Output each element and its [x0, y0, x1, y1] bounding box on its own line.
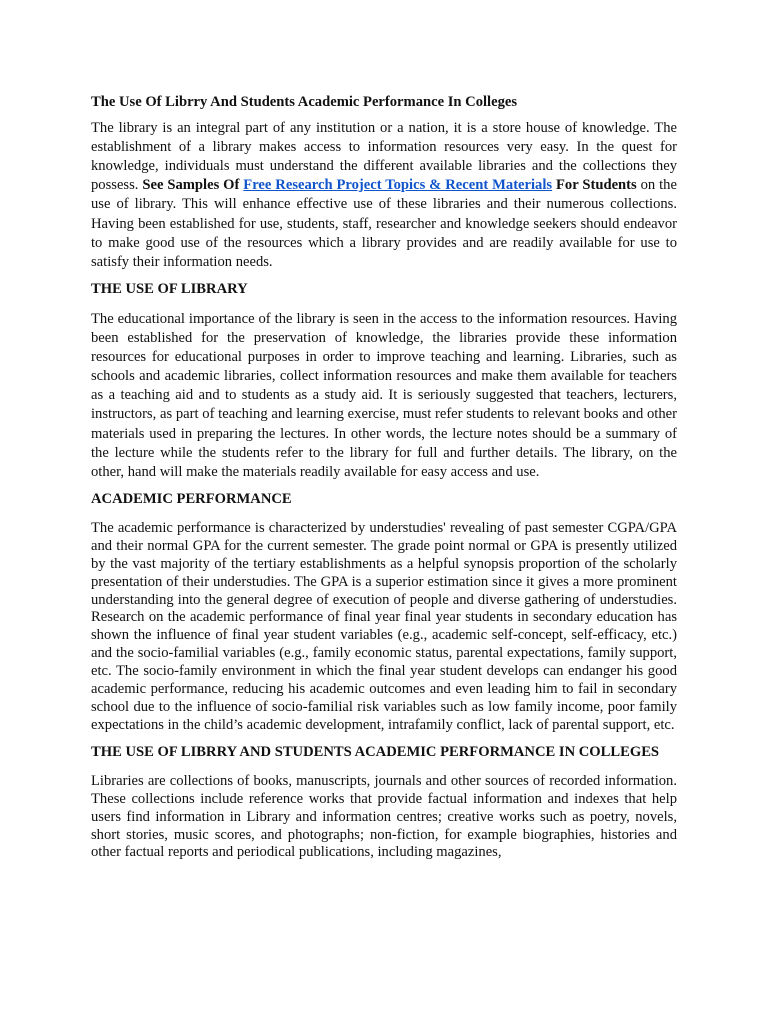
intro-text-before: The library is an integral part of any institution or a nation, it is a store house of knowledge. The establishment of a library makes access to information resources very easy. In the quest for knowledge, individuals must understand the different available libraries and the collections they possess. — [91, 120, 677, 194]
section-heading-academic-performance: ACADEMIC PERFORMANCE — [91, 490, 292, 507]
section-body-library-and-performance: Libraries are collections of books, manuscripts, journals and other sources of recorded information. These collections include reference works that provide factual information and indexes that help users find information in Library and information centres; creative works such as poetry, novels, short stories, music scores, and photographs; non-fiction, for example biographies, histories and other factual reports and periodical publications, including magazines, — [91, 772, 677, 861]
intro-bold-prefix: See Samples Of — [142, 177, 240, 194]
intro-paragraph — [91, 119, 677, 272]
document-title: The Use Of Librry And Students Academic Performance In Colleges — [91, 94, 518, 110]
research-topics-link[interactable]: Free Research Project Topics & Recent Materials — [243, 177, 553, 194]
intro-text-after: on the use of library. This will enhance effective use of these libraries and their numerous collections. Having been established for use, students, staff, researcher and knowledge seekers should endeavor to make good use of the resources which a library provides and are readily available for use to satisfy their information needs. — [91, 177, 677, 270]
section-heading-use-of-library: THE USE OF LIBRARY — [91, 280, 248, 297]
section-body-academic-performance: The academic performance is characterized by understudies' revealing of past semester CGPA/GPA and their normal GPA for the current semester. The grade point normal or GPA is presently utilized by the vast majority of the tertiary establishments as a helpful synopsis proportion of the scholarly presentation of their understudies. The GPA is a superior estimation since it gives a more prominent understanding into the general degree of execution of people and diverse gathering of understudies. Research on the academic performance of final year final year students in secondary education has shown the influence of final year student variables (e.g., academic self-concept, self-efficacy, etc.) and the socio-familial variables (e.g., family economic status, parental expectations, family support, etc. The socio-family environment in which the final year student develops can endanger his good academic performance, reducing his academic outcomes and even leading him to fail in secondary school due to the influence of socio-familial risk variables such as low family income, poor family expectations in the child’s academic development, intrafamily conflict, lack of parental support, etc. — [91, 519, 677, 733]
section-body-use-of-library: The educational importance of the library is seen in the access to the information resources. Having been established for the preservation of knowledge, the libraries provide these information resources for educational purposes in order to improve teaching and learning. Libraries, such as schools and academic libraries, collect information resources and make them available for teachers as a teaching aid and to students as a study aid. It is seriously suggested that teachers, lecturers, instructors, as part of teaching and learning exercise, must refer students to relevant books and other materials used in preparing the lectures. In other words, the lecture notes should be a summary of the lecture while the students refer to the library for full and further details. The library, on the other, hand will make the materials readily available for easy access and use. — [91, 310, 677, 480]
document-page — [91, 93, 677, 870]
section-heading-library-and-performance: THE USE OF LIBRRY AND STUDENTS ACADEMIC PERFORMANCE IN COLLEGES — [91, 743, 660, 760]
intro-bold-suffix: For Students — [556, 177, 637, 194]
